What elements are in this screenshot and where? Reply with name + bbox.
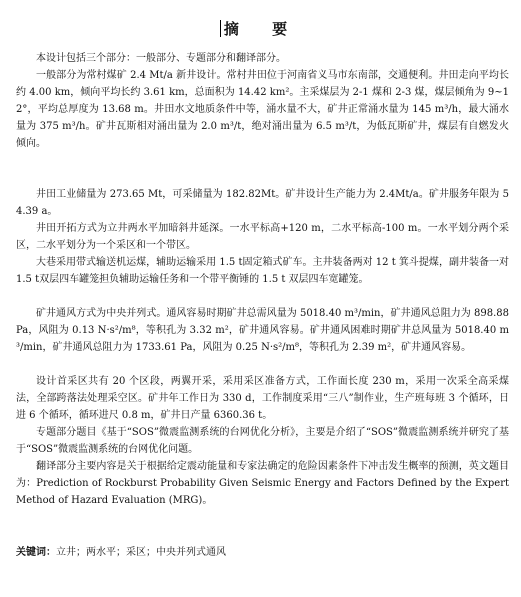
paragraph-translation: 翻译部分主要内容是关于根据给定震动能量和专家法确定的危险因素条件下冲击发生概率的预测，英文题目为：Prediction of Rockburst Probability Given Seismic Energy and Factors Defined by the Expert Method of Hazard Evaluation (MRG)。 <box>16 461 509 506</box>
paragraph-reserves: 井田工业储量为 273.65 Mt，可采储量为 182.82Mt。矿井设计生产能力为 2.4Mt/a。矿井服务年限为 54.39 a。 <box>16 189 509 217</box>
paragraph-special-topic: 专题部分题目《基于“SOS”微震监测系统的台网优化分析》，主要是介绍了“SOS”微震监测系统并研究了基于“SOS”微震监测系统的台网优化问题。 <box>16 427 509 455</box>
paragraph-overview: 本设计包括三个部分：一般部分、专题部分和翻译部分。 <box>36 53 286 64</box>
keywords-text: 立井；两水平；采区；中央并列式通风 <box>56 547 226 558</box>
paragraph-ventilation: 矿井通风方式为中央并列式。通风容易时期矿井总需风量为 5018.40 m³/min，矿井通风总阻力为 898.88 Pa，风阻为 0.13 N·s²/m⁸，等积孔为 3.32 m²，矿井通风容易。矿井通风困难时期矿井总风量为 5018.40 m³/min，矿井通风总阻力为 1733.61 Pa，风阻为 0.25 N·s²/m⁸，等积孔为 2.39 m²，矿井通风容易。 <box>16 308 509 353</box>
abstract-title-text: 摘 要 <box>223 20 302 38</box>
paragraph-transport: 大巷采用带式输送机运煤，辅助运输采用 1.5 t固定箱式矿车。主井装备两对 12 t 箕斗提煤，副井装备一对 1.5 t双层四车罐笼担负辅助运输任务和一个带平衡锤的 1.5 t 双层四车宽罐笼。 <box>16 257 509 285</box>
paragraph-general-part: 一般部分为常村煤矿 2.4 Mt/a 新井设计。常村井田位于河南省义马市东南部，交通便利。井田走向平均长约 4.00 km，倾向平均长约 3.61 km，总面积为 14.42 km²。主采煤层为 2-1 煤和 2-3 煤，煤层倾角为 9~12°，平均总厚度为 13.68 m。井田水文地质条件中等，涌水量不大，矿井正常涌水量为 145 m³/h，最大涌水量为 375 m³/h。矿井瓦斯相对涌出量为 2.0 m³/t，绝对涌出量为 6.5 m³/t，为低瓦斯矿井，煤层有自燃发火倾向。 <box>16 70 509 149</box>
paragraph-development: 井田开拓方式为立井两水平加暗斜井延深。一水平标高+120 m，二水平标高-100 m。一水平划分两个采区，二水平划分为一个采区和一个带区。 <box>16 223 509 251</box>
abstract-title <box>0 18 521 39</box>
keywords-label: 关键词： <box>16 547 56 558</box>
paragraph-first-mining-area: 设计首采区共有 20 个区段，两翼开采，采用采区准备方式，工作面长度 230 m，采用一次采全高采煤法，全部跨落法处理采空区。矿井年工作日为 330 d，工作制度采用“三八”制作业，生产班每班 3 个循环，日进 6 个循环，循环进尺 0.8 m，矿井日产量 6360.36 t。 <box>16 376 509 421</box>
text-cursor <box>220 20 221 37</box>
keywords-line <box>16 544 509 561</box>
